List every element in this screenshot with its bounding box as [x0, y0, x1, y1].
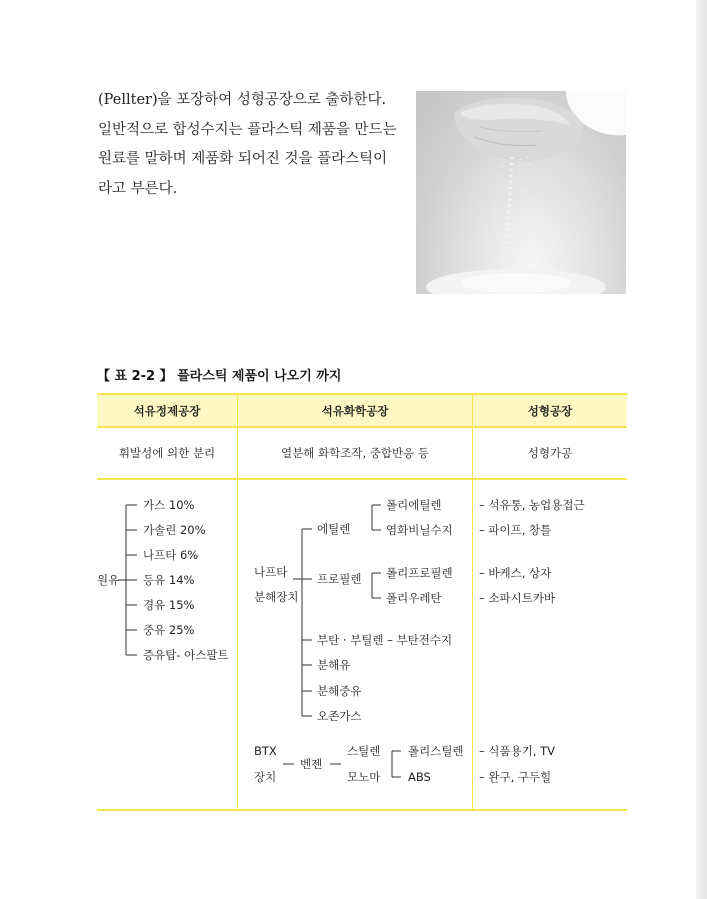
ozone-gas-label: 오존가스 — [317, 709, 362, 723]
molded-product-4: – 소파시트카바 — [479, 591, 556, 605]
intro-line: (Pellter)을 포장하여 성형공장으로 출하한다. — [98, 92, 387, 108]
process-molding: 성형가공 — [527, 446, 573, 460]
process-refinery: 휘발성에 의한 분리 — [118, 446, 216, 460]
intro-line: 원료를 말하며 제품화 되어진 것을 플라스틱이 — [98, 151, 388, 167]
molded-product-6: – 완구, 구두힐 — [479, 770, 552, 784]
header-petrochemical: 석유화학공장 — [321, 404, 389, 418]
cracked-oil-label: 분해유 — [317, 658, 351, 672]
cracked-heavy-oil-label: 분해중유 — [317, 684, 362, 698]
intro-line: 일반적으로 합성수지는 플라스틱 제품을 만드는 — [98, 121, 397, 138]
ethylene-label: 에틸렌 — [317, 522, 351, 536]
fraction-kerosene: 등유 14% — [143, 573, 195, 587]
molded-product-1: – 석유통, 농업용접근 — [479, 498, 585, 512]
header-refinery: 석유정제공장 — [133, 404, 201, 418]
plastics-flow-table — [97, 393, 627, 811]
polyurethane-label: 폴리우레탄 — [386, 591, 442, 605]
naphtha-cracker-label-1: 나프타 — [254, 565, 288, 579]
molded-product-3: – 바케스, 상자 — [479, 566, 552, 580]
molded-product-2: – 파이프, 창틀 — [479, 523, 552, 537]
page-edge-shadow — [696, 0, 707, 899]
header-molding: 성형공장 — [527, 404, 573, 418]
table-caption: 【 표 2-2 】 플라스틱 제품이 나오기 까지 — [97, 369, 342, 384]
naphtha-cracker-label-2: 분해장치 — [254, 590, 299, 604]
abs-label: ABS — [408, 770, 431, 784]
fraction-gasoline: 가솔린 20% — [143, 523, 206, 537]
fraction-naphtha: 나프타 6% — [143, 548, 199, 562]
butane-label: 부탄 · 부틸렌 – 부탄전수지 — [317, 633, 453, 647]
propylene-label: 프로필렌 — [317, 572, 362, 586]
btx-label-1: BTX — [254, 744, 277, 758]
polypropylene-label: 폴리프로필렌 — [386, 566, 453, 580]
polystyrene-label: 폴리스틸렌 — [408, 744, 464, 758]
polyethylene-label: 폴리에틸렌 — [386, 498, 442, 512]
molded-product-5: – 식품용기, TV — [479, 744, 556, 758]
benzene-label: 벤젠 — [300, 757, 323, 771]
photo-illustration — [416, 91, 626, 294]
fraction-asphalt: 증유탑- 아스팔트 — [143, 648, 229, 662]
crude-oil-label: 원유 — [97, 573, 120, 587]
intro-paragraph — [98, 86, 398, 204]
monomer-label: 모노마 — [347, 770, 381, 784]
fraction-gas: 가스 10% — [143, 498, 195, 512]
intro-line: 라고 부른다. — [98, 180, 178, 197]
photo-hand-pouring-pellets — [416, 91, 626, 294]
fraction-diesel: 경유 15% — [143, 598, 195, 612]
btx-label-2: 장치 — [254, 770, 277, 784]
process-petrochemical: 열분해 화학조작, 중합반응 등 — [281, 446, 429, 460]
styrene-label: 스틸렌 — [347, 744, 381, 758]
fraction-heavy-oil: 중유 25% — [143, 623, 195, 637]
pvc-label: 염화비닐수지 — [386, 523, 453, 537]
